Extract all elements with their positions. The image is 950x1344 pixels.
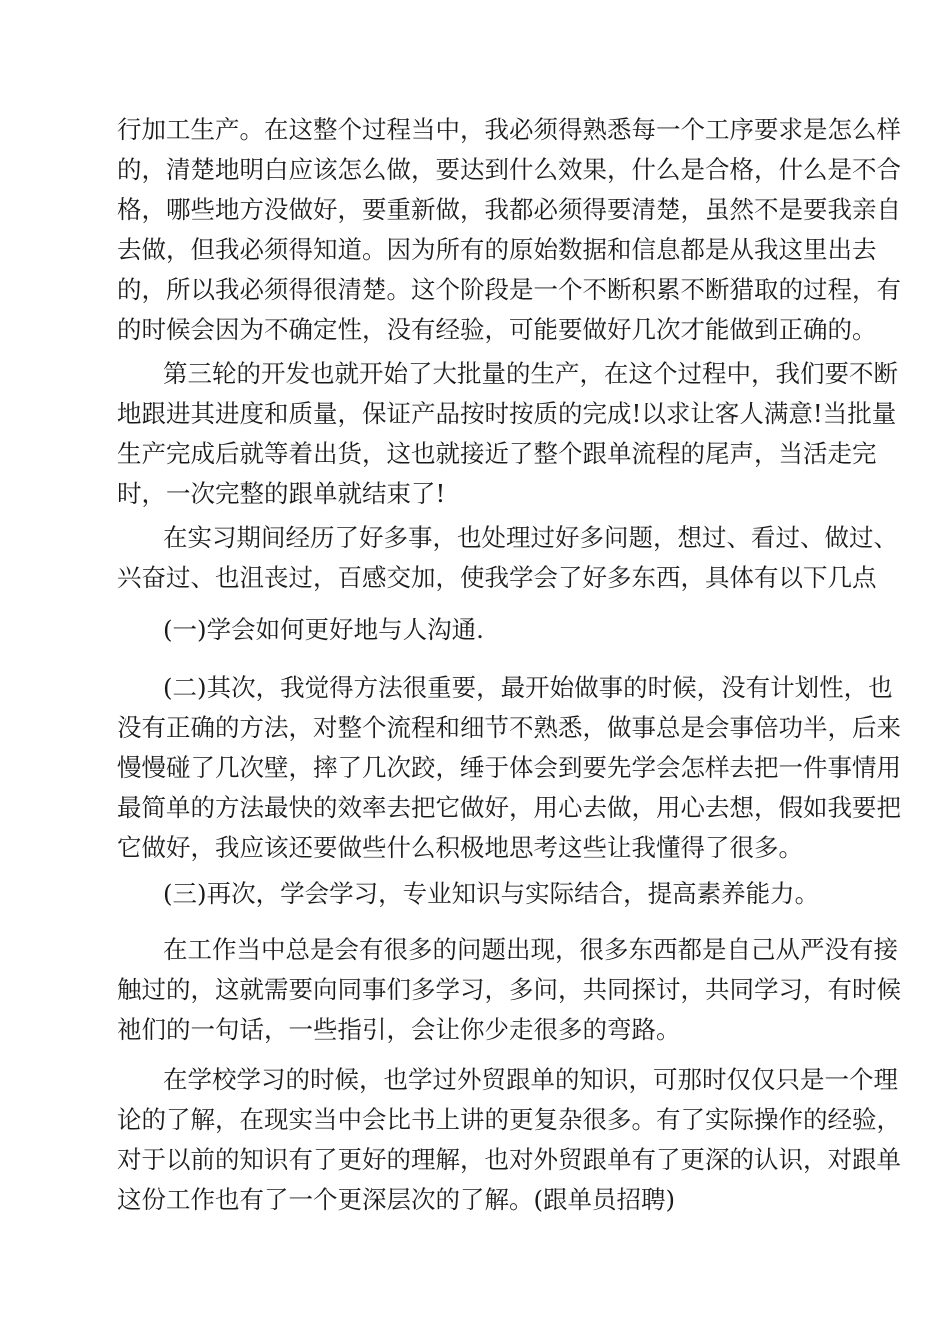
- paragraph-7: [117, 930, 901, 1050]
- paragraph-8: [117, 1060, 901, 1220]
- text-line: 的，所以我必须得很清楚。这个阶段是一个不断积累不断猎取的过程，有: [117, 275, 901, 304]
- text-line: 它做好，我应该还要做些什么积极地思考这些让我懂得了很多。: [117, 833, 803, 862]
- text-line: 论的了解，在现实当中会比书上讲的更复杂很多。有了实际操作的经验，: [117, 1105, 901, 1134]
- text-line: (一)学会如何更好地与人沟通.: [163, 615, 484, 644]
- paragraph-5: [117, 668, 901, 868]
- text-line: 在学校学习的时候，也学过外贸跟单的知识，可那时仅仅只是一个理: [163, 1065, 898, 1094]
- text-line: 在工作当中总是会有很多的问题出现，很多东西都是自己从严没有接: [163, 935, 898, 964]
- text-line: 生产完成后就等着出货，这也就接近了整个跟单流程的尾声，当活走完: [117, 439, 877, 468]
- paragraph-3: [117, 518, 898, 598]
- text-line: 第三轮的开发也就开始了大批量的生产，在这个过程中，我们要不断: [163, 359, 898, 388]
- text-line: (二)其次，我觉得方法很重要，最开始做事的时候，没有计划性，也: [163, 673, 893, 702]
- paragraph-2: [117, 354, 898, 514]
- text-line: 没有正确的方法，对整个流程和细节不熟悉，做事总是会事倍功半，后来: [117, 713, 901, 742]
- text-line: 兴奋过、也沮丧过，百感交加，使我学会了好多东西，具体有以下几点: [117, 563, 877, 592]
- paragraph-4: [117, 610, 833, 650]
- text-line: 在实习期间经历了好多事，也处理过好多问题，想过、看过、做过、: [163, 523, 898, 552]
- text-line: 慢慢碰了几次壁，摔了几次跤，缍于体会到要先学会怎样去把一件事情用: [117, 753, 901, 782]
- text-line: 去做，但我必须得知道。因为所有的原始数据和信息都是从我这里出去: [117, 235, 877, 264]
- text-line: 时，一次完整的跟单就结束了!: [117, 479, 446, 508]
- text-line: 的时候会因为不确定性，没有经验，可能要做好几次才能做到正确的。: [117, 315, 877, 344]
- text-line: 地跟进其进度和质量，保证产品按时按质的完成!以求让客人满意!当批量: [117, 399, 897, 428]
- text-line: 的，清楚地明白应该怎么做，要达到什么效果，什么是合格，什么是不合: [117, 155, 901, 184]
- paragraph-1: [117, 110, 901, 350]
- text-line: 祂们的一句话，一些指引，会让你少走很多的弯路。: [117, 1015, 681, 1044]
- text-line: 格，哪些地方没做好，要重新做，我都必须得要清楚，虽然不是要我亲自: [117, 195, 901, 224]
- text-line: 最简单的方法最快的效率去把它做好，用心去做，用心去想，假如我要把: [117, 793, 901, 822]
- text-line: 这份工作也有了一个更深层次的了解。(跟单员招聘): [117, 1185, 676, 1214]
- text-line: (三)再次，学会学习，专业知识与实际结合，提高素养能力。: [163, 879, 820, 908]
- text-line: 对于以前的知识有了更好的理解，也对外贸跟单有了更深的认识，对跟单: [117, 1145, 901, 1174]
- text-line: 触过的，这就需要向同事们多学习，多问，共同探讨，共同学习，有时候: [117, 975, 901, 1004]
- paragraph-6: [117, 874, 833, 914]
- text-line: 行加工生产。在这整个过程当中，我必须得熟悉每一个工序要求是怎么样: [117, 115, 901, 144]
